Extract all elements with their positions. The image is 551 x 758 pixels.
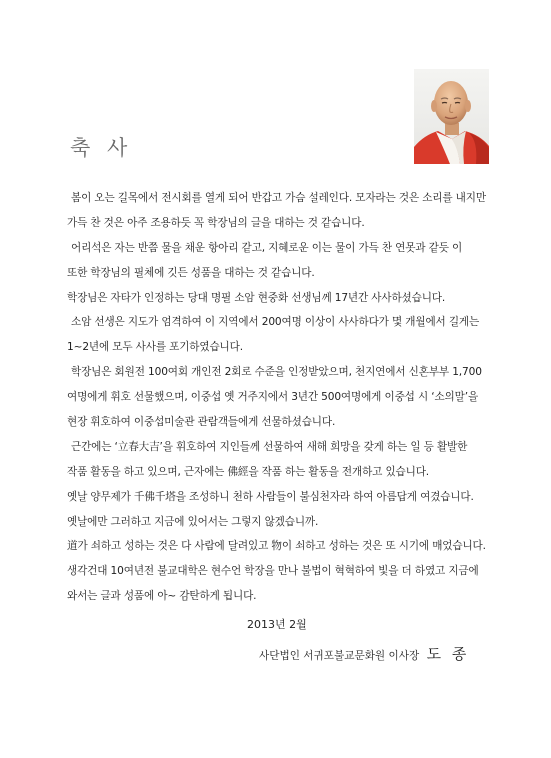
paragraph-line: 와서는 글과 성품에 아~ 감탄하게 됩니다. bbox=[67, 590, 257, 603]
paragraph-line: 1~2년에 모두 사사를 포기하였습니다. bbox=[67, 341, 243, 354]
paragraph-line: 봄이 오는 길목에서 전시회를 열게 되어 반갑고 가슴 설레인다. 모자라는 것은 소리를 내지만 bbox=[71, 192, 486, 204]
paragraph-line: 근간에는 ‘立春大吉’을 휘호하여 지인들께 선물하여 새해 희망을 갖게 하는 일 등 활발한 bbox=[71, 440, 468, 453]
letter-body bbox=[67, 186, 497, 609]
letter-date: 2013년 2월 bbox=[247, 618, 307, 631]
signature-block bbox=[259, 643, 469, 664]
paragraph-line: 옛날 양무제가 千佛千塔을 조성하니 천하 사람들이 불심천자라 하여 아름답게 여겼습니다. bbox=[67, 490, 474, 503]
paragraph-line: 학장님은 회원전 100여회 개인전 2회로 수준을 인정받았으며, 천지연에서 신혼부부 1,700 bbox=[71, 366, 482, 379]
paragraph-line: 어리석은 자는 반쯤 물을 채운 항아리 같고, 지혜로운 이는 물이 가득 찬 연못과 같듯 이 bbox=[71, 241, 463, 254]
page-title: 축 사 bbox=[70, 136, 133, 160]
paragraph-line: 작품 활동을 하고 있으며, 근자에는 佛經을 작품 하는 활동을 전개하고 있습니다. bbox=[67, 465, 430, 478]
paragraph-line: 여명에게 휘호 선물했으며, 이중섭 옛 거주지에서 3년간 500여명에게 이중섭 시 ‘소의말’을 bbox=[67, 391, 479, 404]
author-portrait-photo bbox=[414, 69, 489, 164]
paragraph-line: 학장님은 자타가 인정하는 당대 명필 소암 현중화 선생님께 17년간 사사하셨습니다. bbox=[67, 291, 446, 304]
signature-organization: 사단법인 서귀포불교문화원 이사장 bbox=[259, 650, 420, 662]
signature-name: 도 종 bbox=[426, 645, 470, 663]
paragraph-line: 옛날에만 그러하고 지금에 있어서는 그렇지 않겠습니까. bbox=[67, 515, 319, 528]
paragraph-line: 또한 학장님의 필체에 깃든 성품을 대하는 것 같습니다. bbox=[67, 266, 315, 279]
paragraph-line: 현장 휘호하여 이중섭미술관 관람객들에게 선물하셨습니다. bbox=[67, 416, 336, 429]
paragraph-line: 생각건대 10여년전 불교대학은 현수언 학장을 만나 불법이 혁혁하여 빛을 더 하였고 지금에 bbox=[67, 565, 479, 578]
paragraph-line: 가득 찬 것은 아주 조용하듯 꼭 학장님의 글을 대하는 것 같습니다. bbox=[67, 216, 365, 229]
paragraph-line: 소암 선생은 지도가 엄격하여 이 지역에서 200여명 이상이 사사하다가 몇 개월에서 길게는 bbox=[71, 316, 480, 329]
paragraph-line: 道가 쇠하고 성하는 것은 다 사람에 달려있고 物이 쇠하고 성하는 것은 또 시기에 매었습니다. bbox=[67, 540, 486, 553]
